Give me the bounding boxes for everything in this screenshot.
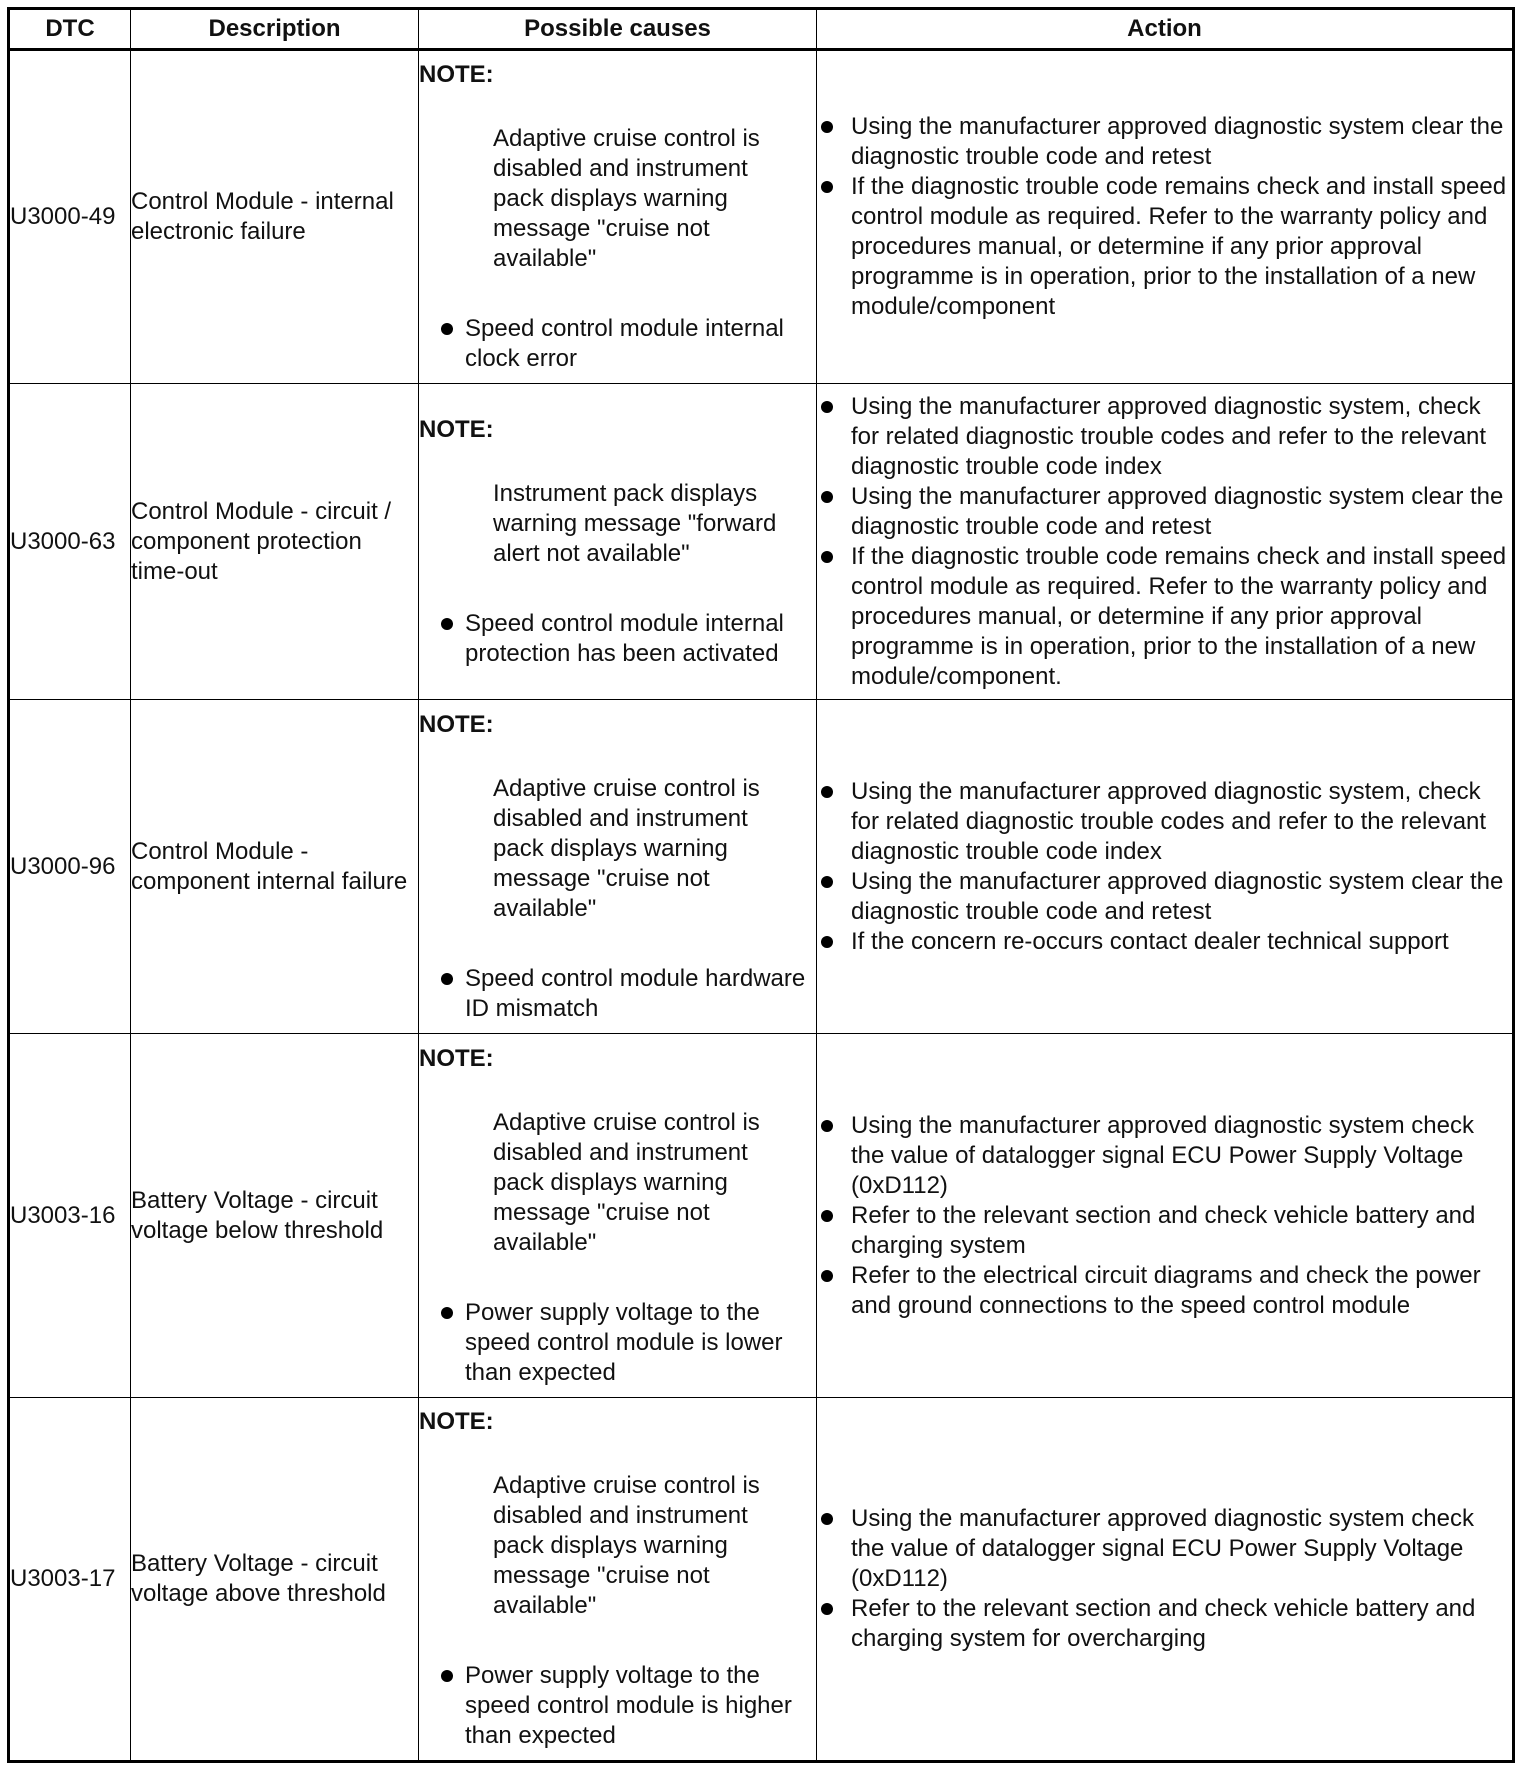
possible-causes [419, 50, 817, 384]
header-description: Description [131, 9, 419, 50]
note-text: Adaptive cruise control is disabled and instrument pack displays warning message "cruise not available" [493, 774, 760, 922]
action-list [817, 1504, 1512, 1654]
dtc-code: U3003-17 [9, 1398, 131, 1762]
header-possible-causes: Possible causes [419, 9, 817, 50]
table-row [9, 384, 1514, 700]
possible-causes [419, 1034, 817, 1398]
table-row [9, 1398, 1514, 1762]
action-cell [817, 1034, 1514, 1398]
action-list [817, 392, 1512, 692]
note-text: Adaptive cruise control is disabled and instrument pack displays warning message "cruise not available" [493, 125, 760, 272]
note-label: NOTE: [419, 1044, 494, 1072]
header-action: Action [817, 9, 1514, 50]
action-item: Using the manufacturer approved diagnostic system clear the diagnostic trouble code and retest [817, 112, 1512, 172]
possible-causes [419, 1398, 817, 1762]
cause-item: Speed control module hardware ID mismatch [419, 964, 816, 1024]
action-list [817, 1111, 1512, 1321]
action-cell [817, 700, 1514, 1034]
cause-item: Power supply voltage to the speed control module is higher than expected [419, 1661, 816, 1751]
dtc-description: Control Module - component internal failure [131, 700, 419, 1034]
action-item: If the diagnostic trouble code remains check and install speed control module as required. Refer to the warranty policy and procedures manual, or determine if any prior approval programme is in operation, prior to the installation of a new module/component [817, 172, 1512, 322]
note-label: NOTE: [419, 710, 494, 738]
action-cell [817, 50, 1514, 384]
action-list [817, 777, 1512, 957]
cause-list [419, 314, 816, 374]
action-cell [817, 384, 1514, 700]
action-item: Using the manufacturer approved diagnostic system, check for related diagnostic trouble codes and refer to the relevant diagnostic trouble code index [817, 392, 1512, 482]
dtc-code: U3003-16 [9, 1034, 131, 1398]
note-text: Adaptive cruise control is disabled and instrument pack displays warning message "cruise not available" [493, 1108, 760, 1256]
note-label: NOTE: [419, 1408, 494, 1435]
action-item: Using the manufacturer approved diagnostic system check the value of datalogger signal ECU Power Supply Voltage (0xD112) [817, 1504, 1512, 1594]
action-item: If the concern re-occurs contact dealer technical support [817, 927, 1512, 957]
table-row [9, 700, 1514, 1034]
dtc-table [7, 7, 1515, 1763]
action-item: Using the manufacturer approved diagnostic system clear the diagnostic trouble code and retest [817, 482, 1512, 542]
dtc-description: Control Module - internal electronic failure [131, 50, 419, 384]
action-cell [817, 1398, 1514, 1762]
header-row [9, 9, 1514, 50]
dtc-description: Battery Voltage - circuit voltage above threshold [131, 1398, 419, 1762]
dtc-code: U3000-49 [9, 50, 131, 384]
cause-list [419, 1661, 816, 1751]
action-item: Refer to the relevant section and check vehicle battery and charging system for overcharging [817, 1594, 1512, 1654]
cause-item: Speed control module internal protection has been activated [419, 609, 816, 669]
dtc-description: Control Module - circuit / component protection time-out [131, 384, 419, 700]
action-item: Refer to the relevant section and check vehicle battery and charging system [817, 1201, 1512, 1261]
cause-list [419, 964, 816, 1024]
dtc-code: U3000-63 [9, 384, 131, 700]
cause-list [419, 609, 816, 669]
action-item: Using the manufacturer approved diagnostic system check the value of datalogger signal ECU Power Supply Voltage (0xD112) [817, 1111, 1512, 1201]
note-text: Instrument pack displays warning message "forward alert not available" [493, 479, 777, 567]
possible-causes [419, 384, 817, 700]
note-label: NOTE: [419, 415, 494, 443]
action-list [817, 112, 1512, 322]
note-label: NOTE: [419, 61, 494, 88]
cause-item: Speed control module internal clock error [419, 314, 816, 374]
action-item: Using the manufacturer approved diagnostic system, check for related diagnostic trouble codes and refer to the relevant diagnostic trouble code index [817, 777, 1512, 867]
header-dtc: DTC [9, 9, 131, 50]
dtc-description: Battery Voltage - circuit voltage below threshold [131, 1034, 419, 1398]
possible-causes [419, 700, 817, 1034]
cause-list [419, 1298, 816, 1388]
note-text: Adaptive cruise control is disabled and instrument pack displays warning message "cruise not available" [493, 1472, 760, 1619]
table-row [9, 50, 1514, 384]
action-item: Using the manufacturer approved diagnostic system clear the diagnostic trouble code and retest [817, 867, 1512, 927]
action-item: Refer to the electrical circuit diagrams and check the power and ground connections to the speed control module [817, 1261, 1512, 1321]
dtc-code: U3000-96 [9, 700, 131, 1034]
action-item: If the diagnostic trouble code remains check and install speed control module as required. Refer to the warranty policy and procedures manual, or determine if any prior approval programme is in operation, prior to the installation of a new module/component. [817, 542, 1512, 692]
cause-item: Power supply voltage to the speed control module is lower than expected [419, 1298, 816, 1388]
table-row [9, 1034, 1514, 1398]
